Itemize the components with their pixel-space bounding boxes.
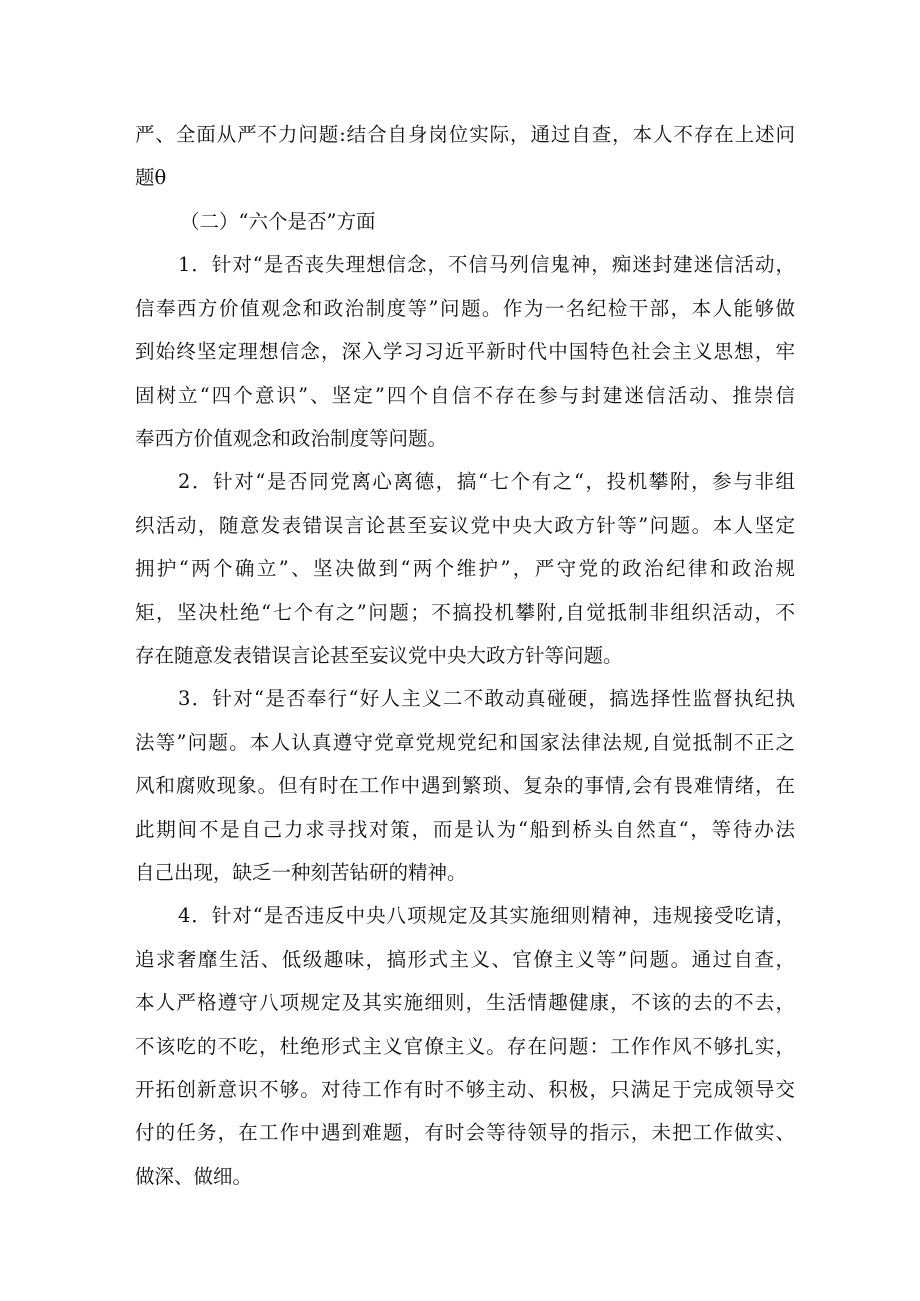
text-line: 存在随意发表错误言论甚至妄议党中央大政方针等问题。 bbox=[135, 644, 623, 667]
text-line: 3．针对“是否奉行“好人主义二不敢动真碰硬，搞选择性监督执纪执 bbox=[178, 687, 795, 710]
text-line: 自己出现，缺乏一种刻苦钻研的精神。 bbox=[135, 861, 467, 884]
text-line: 题θ bbox=[135, 166, 167, 189]
text-line: 织活动，随意发表错误言论甚至妄议党中央大政方针等”问题。本人坚定 bbox=[135, 514, 795, 537]
text-line: 做深、做细。 bbox=[135, 1165, 253, 1188]
text-line: 严、全面从严不力问题:结合自身岗位实际，通过自查，本人不存在上述问 bbox=[135, 123, 795, 146]
text-line: 到始终坚定理想信念，深入学习习近平新时代中国特色社会主义思想，牢 bbox=[135, 340, 795, 363]
text-line: 信奉西方价值观念和政治制度等”问题。作为一名纪检干部，本人能够做 bbox=[135, 297, 795, 320]
text-line: 风和腐败现象。但有时在工作中遇到繁琐、复杂的事情,会有畏难情绪，在 bbox=[135, 774, 795, 797]
text-line: 本人严格遵守八项规定及其实施细则，生活情趣健康，不该的去的不去， bbox=[135, 991, 795, 1014]
text-line: 法等”问题。本人认真遵守党章党规党纪和国家法律法规,自觉抵制不正之 bbox=[135, 731, 795, 754]
text-line: 矩，坚决杜绝“七个有之”问题；不搞投机攀附,自觉抵制非组织活动，不 bbox=[135, 601, 795, 624]
section-heading: （二）“六个是否”方面 bbox=[180, 210, 376, 233]
text-line: 此期间不是自己力求寻找对策，而是认为“船到桥头自然直“，等待办法 bbox=[135, 818, 795, 841]
text-line: 追求奢靡生活、低级趣味，搞形式主义、官僚主义等”问题。通过自查， bbox=[135, 948, 795, 971]
text-line: 固树立“四个意识”、坚定”四个自信不存在参与封建迷信活动、推崇信 bbox=[135, 384, 795, 407]
text-line: 拥护“两个确立”、坚决做到“两个维护”，严守党的政治纪律和政治规 bbox=[135, 557, 795, 580]
text-line: 1．针对“是否丧失理想信念，不信马列信鬼神，痴迷封建迷信活动， bbox=[178, 253, 795, 276]
text-line: 开拓创新意识不够。对待工作有时不够主动、积极，只满足于完成领导交 bbox=[135, 1078, 795, 1101]
text-line: 4．针对“是否违反中央八项规定及其实施细则精神，违规接受吃请， bbox=[178, 904, 795, 927]
text-line: 2．针对“是否同党离心离德，搞“七个有之“，投机攀附，参与非组 bbox=[178, 470, 795, 493]
text-line: 奉西方价值观念和政治制度等问题。 bbox=[135, 427, 448, 450]
text-line: 不该吃的不吃，杜绝形式主义官僚主义。存在问题：工作作风不够扎实， bbox=[135, 1035, 795, 1058]
text-line: 付的任务，在工作中遇到难题，有时会等待领导的指示，未把工作做实、 bbox=[135, 1121, 795, 1144]
